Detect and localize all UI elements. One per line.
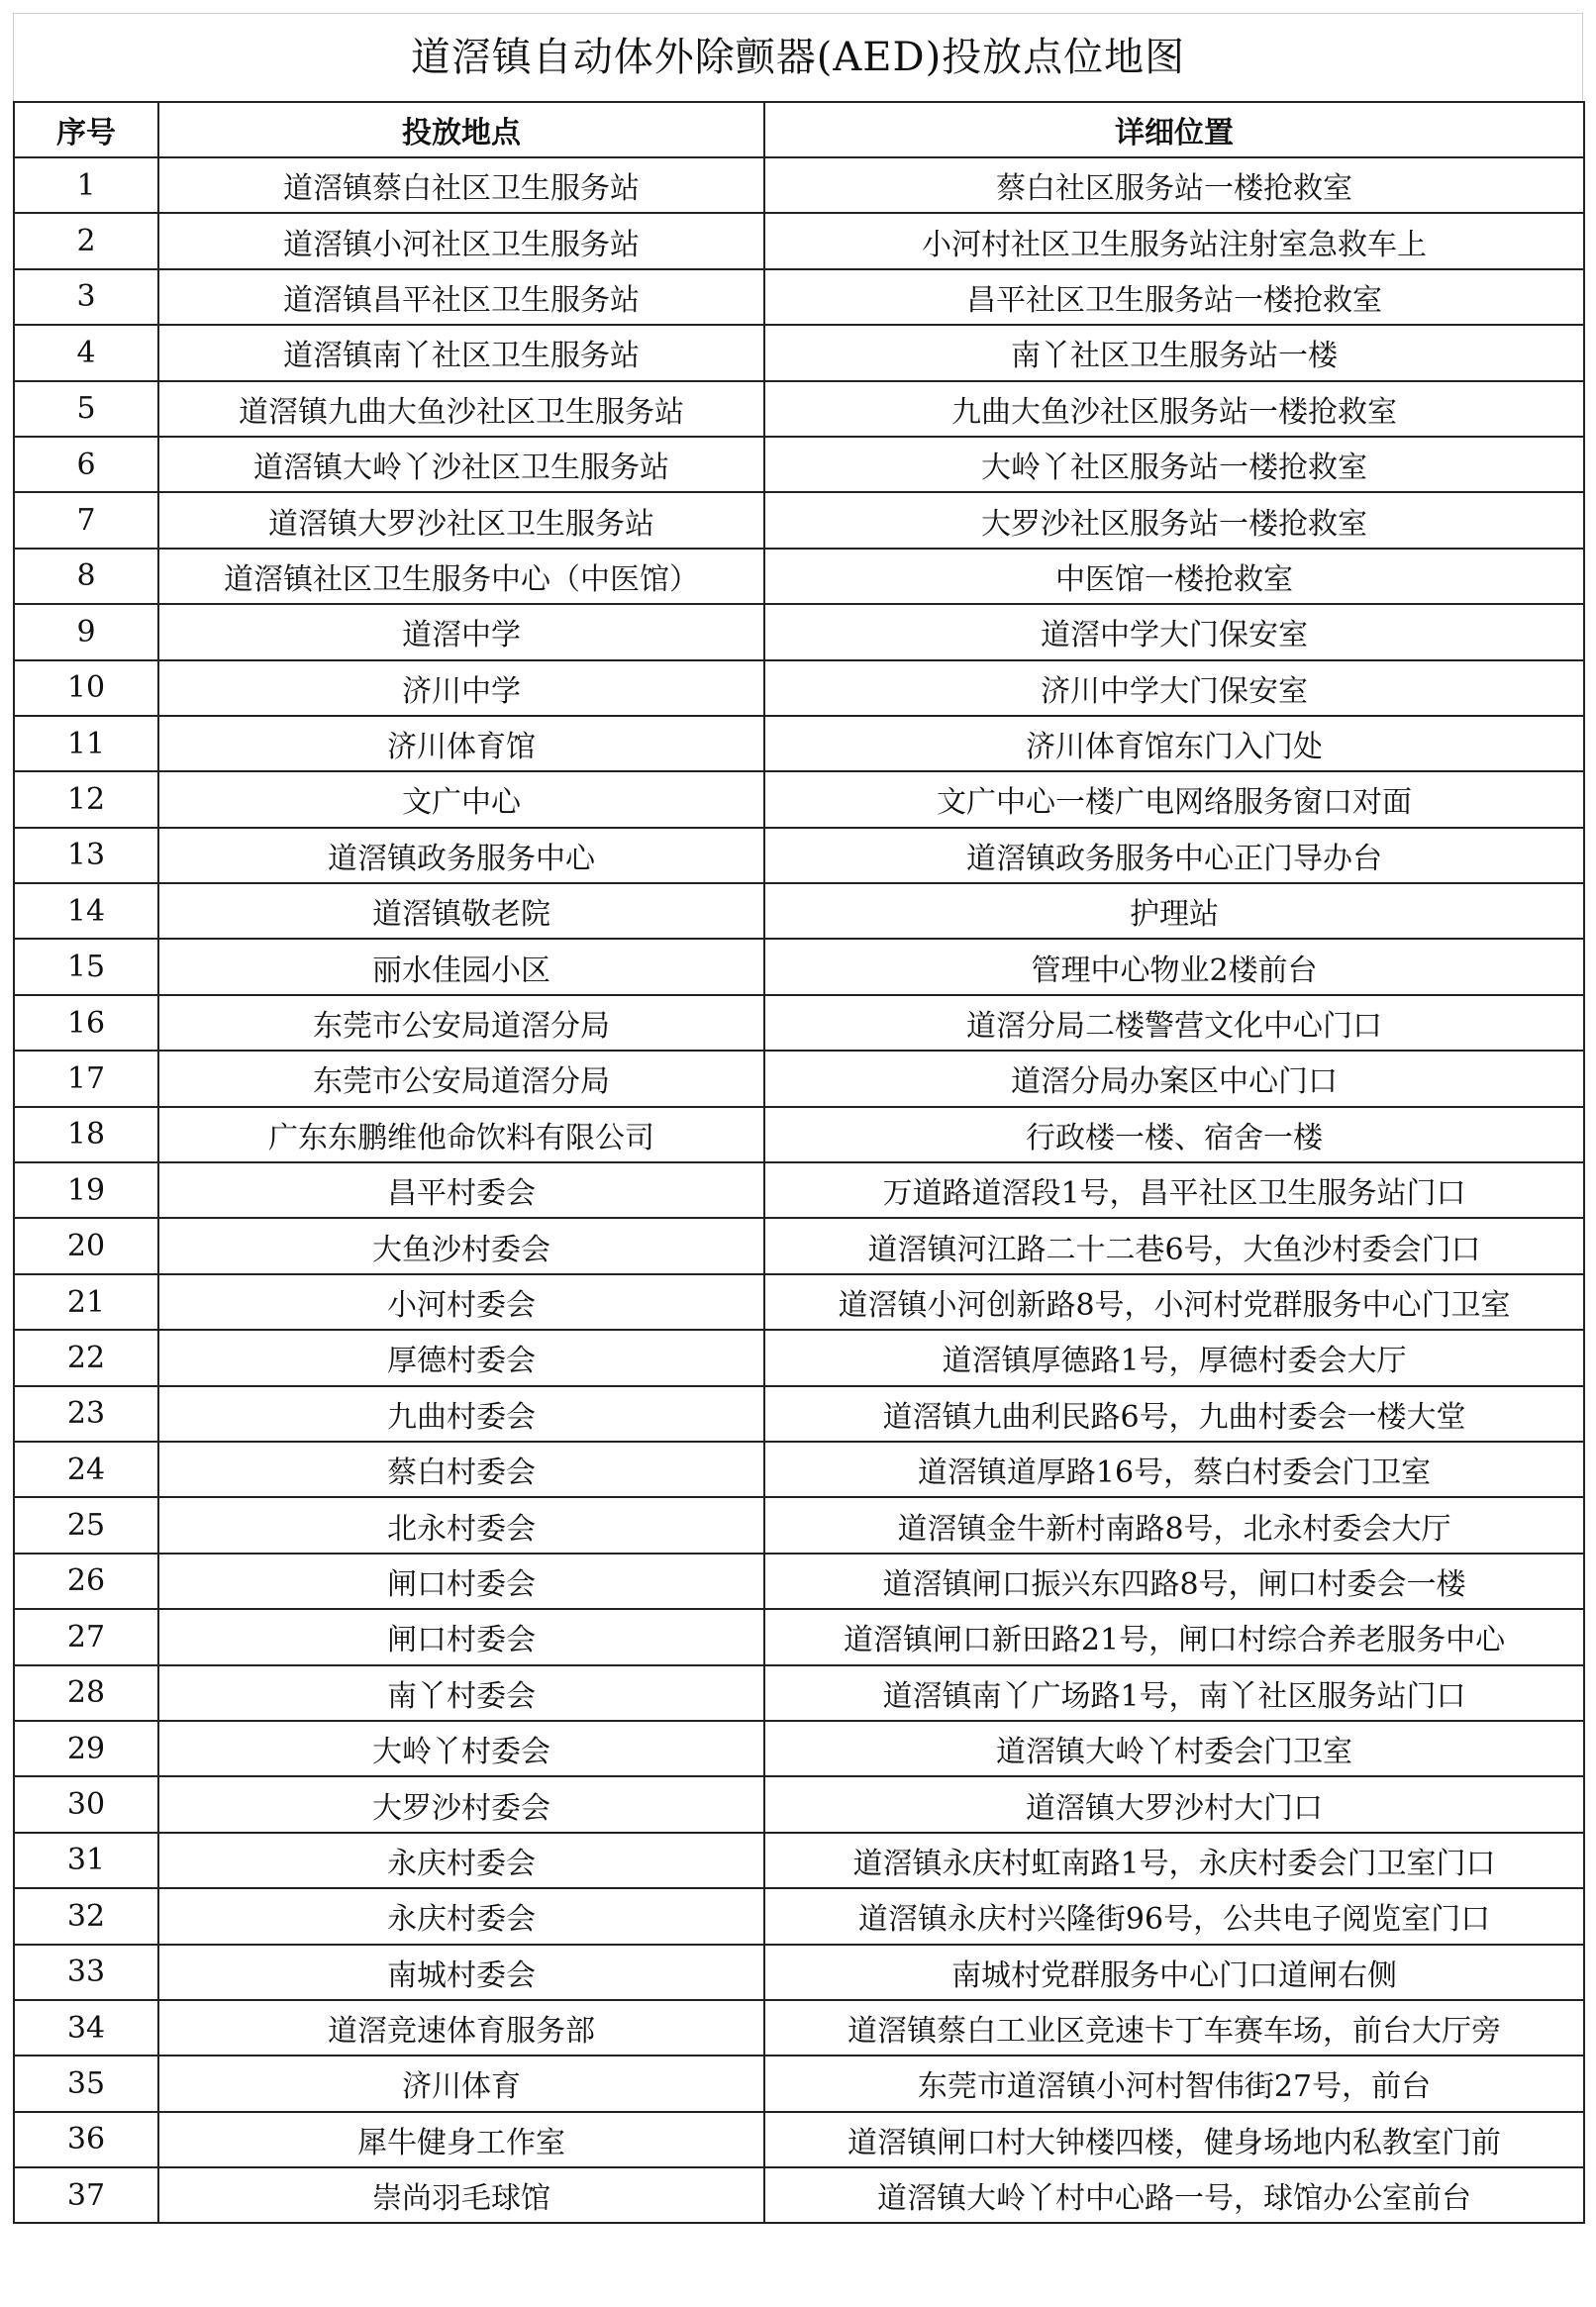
table-row bbox=[14, 269, 1584, 325]
cell-index: 31 bbox=[14, 1833, 158, 1888]
cell-place: 永庆村委会 bbox=[158, 1888, 764, 1944]
table-row bbox=[14, 381, 1584, 437]
cell-index: 35 bbox=[14, 2056, 158, 2111]
table-row bbox=[14, 2056, 1584, 2111]
cell-index: 33 bbox=[14, 1945, 158, 2000]
cell-index: 11 bbox=[14, 716, 158, 771]
cell-index: 30 bbox=[14, 1776, 158, 1832]
table-row bbox=[14, 1162, 1584, 1218]
cell-detail: 道滘中学大门保安室 bbox=[764, 604, 1584, 659]
cell-detail: 道滘镇闸口新田路21号，闸口村综合养老服务中心 bbox=[764, 1609, 1584, 1664]
cell-place: 犀牛健身工作室 bbox=[158, 2112, 764, 2167]
cell-detail: 万道路道滘段1号，昌平社区卫生服务站门口 bbox=[764, 1162, 1584, 1218]
cell-index: 22 bbox=[14, 1330, 158, 1385]
table-row bbox=[14, 1442, 1584, 1497]
cell-detail: 济川体育馆东门入门处 bbox=[764, 716, 1584, 771]
cell-place: 道滘镇政务服务中心 bbox=[158, 828, 764, 883]
cell-place: 丽水佳园小区 bbox=[158, 939, 764, 994]
table-row bbox=[14, 883, 1584, 939]
cell-index: 14 bbox=[14, 883, 158, 939]
table-header bbox=[14, 102, 1584, 157]
header-detail: 详细位置 bbox=[764, 102, 1584, 157]
cell-index: 4 bbox=[14, 325, 158, 380]
cell-place: 昌平村委会 bbox=[158, 1162, 764, 1218]
cell-detail: 道滘镇金牛新村南路8号，北永村委会大厅 bbox=[764, 1497, 1584, 1553]
cell-index: 25 bbox=[14, 1497, 158, 1553]
cell-place: 道滘镇昌平社区卫生服务站 bbox=[158, 269, 764, 325]
cell-detail: 道滘镇蔡白工业区竞速卡丁车赛车场，前台大厅旁 bbox=[764, 2000, 1584, 2056]
cell-detail: 道滘镇南丫广场路1号，南丫社区服务站门口 bbox=[764, 1665, 1584, 1721]
cell-place: 道滘镇小河社区卫生服务站 bbox=[158, 213, 764, 268]
cell-detail: 道滘镇厚德路1号，厚德村委会大厅 bbox=[764, 1330, 1584, 1385]
cell-place: 永庆村委会 bbox=[158, 1833, 764, 1888]
cell-detail: 小河村社区卫生服务站注射室急救车上 bbox=[764, 213, 1584, 268]
cell-detail: 道滘镇道厚路16号，蔡白村委会门卫室 bbox=[764, 1442, 1584, 1497]
table-row bbox=[14, 1107, 1584, 1162]
cell-detail: 蔡白社区服务站一楼抢救室 bbox=[764, 157, 1584, 213]
cell-detail: 道滘镇小河创新路8号，小河村党群服务中心门卫室 bbox=[764, 1274, 1584, 1330]
table-row bbox=[14, 939, 1584, 994]
cell-detail: 护理站 bbox=[764, 883, 1584, 939]
table-row bbox=[14, 1609, 1584, 1664]
header-index: 序号 bbox=[14, 102, 158, 157]
aed-location-sheet bbox=[13, 13, 1583, 2224]
table-row bbox=[14, 549, 1584, 604]
cell-place: 小河村委会 bbox=[158, 1274, 764, 1330]
cell-index: 13 bbox=[14, 828, 158, 883]
cell-index: 21 bbox=[14, 1274, 158, 1330]
cell-index: 5 bbox=[14, 381, 158, 437]
cell-place: 南城村委会 bbox=[158, 1945, 764, 2000]
cell-detail: 道滘镇闸口村大钟楼四楼，健身场地内私教室门前 bbox=[764, 2112, 1584, 2167]
cell-detail: 道滘分局办案区中心门口 bbox=[764, 1051, 1584, 1106]
table-row bbox=[14, 995, 1584, 1051]
cell-place: 南丫村委会 bbox=[158, 1665, 764, 1721]
cell-index: 23 bbox=[14, 1386, 158, 1442]
table-row bbox=[14, 660, 1584, 716]
cell-index: 7 bbox=[14, 492, 158, 548]
cell-place: 道滘镇九曲大鱼沙社区卫生服务站 bbox=[158, 381, 764, 437]
cell-detail: 济川中学大门保安室 bbox=[764, 660, 1584, 716]
cell-index: 12 bbox=[14, 771, 158, 827]
cell-index: 26 bbox=[14, 1554, 158, 1609]
cell-place: 道滘中学 bbox=[158, 604, 764, 659]
table-row bbox=[14, 1051, 1584, 1106]
cell-detail: 道滘镇九曲利民路6号，九曲村委会一楼大堂 bbox=[764, 1386, 1584, 1442]
table-row bbox=[14, 1497, 1584, 1553]
table-row bbox=[14, 1945, 1584, 2000]
table-body bbox=[14, 157, 1584, 2223]
cell-index: 34 bbox=[14, 2000, 158, 2056]
header-row bbox=[14, 102, 1584, 157]
cell-detail: 九曲大鱼沙社区服务站一楼抢救室 bbox=[764, 381, 1584, 437]
cell-detail: 道滘镇河江路二十二巷6号，大鱼沙村委会门口 bbox=[764, 1218, 1584, 1273]
cell-place: 厚德村委会 bbox=[158, 1330, 764, 1385]
table-row bbox=[14, 437, 1584, 492]
table-row bbox=[14, 1554, 1584, 1609]
cell-place: 广东东鹏维他命饮料有限公司 bbox=[158, 1107, 764, 1162]
cell-detail: 道滘镇闸口振兴东四路8号，闸口村委会一楼 bbox=[764, 1554, 1584, 1609]
cell-detail: 南丫社区卫生服务站一楼 bbox=[764, 325, 1584, 380]
cell-place: 文广中心 bbox=[158, 771, 764, 827]
cell-place: 济川中学 bbox=[158, 660, 764, 716]
table-row bbox=[14, 2112, 1584, 2167]
cell-index: 17 bbox=[14, 1051, 158, 1106]
cell-detail: 昌平社区卫生服务站一楼抢救室 bbox=[764, 269, 1584, 325]
cell-index: 18 bbox=[14, 1107, 158, 1162]
cell-detail: 道滘镇大罗沙村大门口 bbox=[764, 1776, 1584, 1832]
table-row bbox=[14, 828, 1584, 883]
cell-index: 2 bbox=[14, 213, 158, 268]
table-row bbox=[14, 1888, 1584, 1944]
cell-index: 27 bbox=[14, 1609, 158, 1664]
cell-place: 道滘镇蔡白社区卫生服务站 bbox=[158, 157, 764, 213]
table-row bbox=[14, 492, 1584, 548]
cell-place: 济川体育馆 bbox=[158, 716, 764, 771]
cell-detail: 道滘镇大岭丫村中心路一号，球馆办公室前台 bbox=[764, 2167, 1584, 2223]
cell-index: 9 bbox=[14, 604, 158, 659]
cell-detail: 东莞市道滘镇小河村智伟街27号，前台 bbox=[764, 2056, 1584, 2111]
cell-index: 20 bbox=[14, 1218, 158, 1273]
cell-place: 道滘竞速体育服务部 bbox=[158, 2000, 764, 2056]
cell-place: 大鱼沙村委会 bbox=[158, 1218, 764, 1273]
table-row bbox=[14, 1833, 1584, 1888]
table-row bbox=[14, 716, 1584, 771]
cell-detail: 道滘镇永庆村虹南路1号，永庆村委会门卫室门口 bbox=[764, 1833, 1584, 1888]
cell-place: 闸口村委会 bbox=[158, 1554, 764, 1609]
cell-place: 蔡白村委会 bbox=[158, 1442, 764, 1497]
cell-index: 6 bbox=[14, 437, 158, 492]
cell-detail: 大岭丫社区服务站一楼抢救室 bbox=[764, 437, 1584, 492]
cell-place: 济川体育 bbox=[158, 2056, 764, 2111]
cell-index: 8 bbox=[14, 549, 158, 604]
page-title: 道滘镇自动体外除颤器(AED)投放点位地图 bbox=[13, 13, 1583, 101]
cell-detail: 道滘分局二楼警营文化中心门口 bbox=[764, 995, 1584, 1051]
cell-place: 大岭丫村委会 bbox=[158, 1721, 764, 1776]
cell-place: 北永村委会 bbox=[158, 1497, 764, 1553]
cell-index: 29 bbox=[14, 1721, 158, 1776]
cell-index: 32 bbox=[14, 1888, 158, 1944]
table-row bbox=[14, 1776, 1584, 1832]
cell-place: 闸口村委会 bbox=[158, 1609, 764, 1664]
table-row bbox=[14, 1218, 1584, 1273]
cell-detail: 管理中心物业2楼前台 bbox=[764, 939, 1584, 994]
cell-detail: 道滘镇永庆村兴隆街96号，公共电子阅览室门口 bbox=[764, 1888, 1584, 1944]
cell-detail: 文广中心一楼广电网络服务窗口对面 bbox=[764, 771, 1584, 827]
cell-index: 24 bbox=[14, 1442, 158, 1497]
cell-detail: 道滘镇政务服务中心正门导办台 bbox=[764, 828, 1584, 883]
cell-index: 1 bbox=[14, 157, 158, 213]
cell-detail: 南城村党群服务中心门口道闸右侧 bbox=[764, 1945, 1584, 2000]
table-row bbox=[14, 157, 1584, 213]
table-row bbox=[14, 604, 1584, 659]
table-row bbox=[14, 2000, 1584, 2056]
cell-index: 16 bbox=[14, 995, 158, 1051]
cell-index: 15 bbox=[14, 939, 158, 994]
cell-place: 大罗沙村委会 bbox=[158, 1776, 764, 1832]
cell-detail: 行政楼一楼、宿舍一楼 bbox=[764, 1107, 1584, 1162]
table-row bbox=[14, 213, 1584, 268]
table-row bbox=[14, 771, 1584, 827]
cell-index: 36 bbox=[14, 2112, 158, 2167]
cell-detail: 大罗沙社区服务站一楼抢救室 bbox=[764, 492, 1584, 548]
cell-place: 东莞市公安局道滘分局 bbox=[158, 1051, 764, 1106]
cell-place: 道滘镇大岭丫沙社区卫生服务站 bbox=[158, 437, 764, 492]
table-row bbox=[14, 1330, 1584, 1385]
cell-index: 19 bbox=[14, 1162, 158, 1218]
table-row bbox=[14, 1274, 1584, 1330]
table-row bbox=[14, 325, 1584, 380]
cell-place: 道滘镇南丫社区卫生服务站 bbox=[158, 325, 764, 380]
cell-index: 28 bbox=[14, 1665, 158, 1721]
aed-location-table bbox=[13, 101, 1585, 2224]
cell-index: 3 bbox=[14, 269, 158, 325]
cell-place: 道滘镇敬老院 bbox=[158, 883, 764, 939]
cell-place: 九曲村委会 bbox=[158, 1386, 764, 1442]
table-row bbox=[14, 1386, 1584, 1442]
table-row bbox=[14, 1665, 1584, 1721]
cell-place: 崇尚羽毛球馆 bbox=[158, 2167, 764, 2223]
cell-place: 东莞市公安局道滘分局 bbox=[158, 995, 764, 1051]
cell-detail: 道滘镇大岭丫村委会门卫室 bbox=[764, 1721, 1584, 1776]
table-row bbox=[14, 2167, 1584, 2223]
cell-place: 道滘镇社区卫生服务中心（中医馆） bbox=[158, 549, 764, 604]
cell-index: 37 bbox=[14, 2167, 158, 2223]
cell-detail: 中医馆一楼抢救室 bbox=[764, 549, 1584, 604]
cell-index: 10 bbox=[14, 660, 158, 716]
header-place: 投放地点 bbox=[158, 102, 764, 157]
table-row bbox=[14, 1721, 1584, 1776]
cell-place: 道滘镇大罗沙社区卫生服务站 bbox=[158, 492, 764, 548]
